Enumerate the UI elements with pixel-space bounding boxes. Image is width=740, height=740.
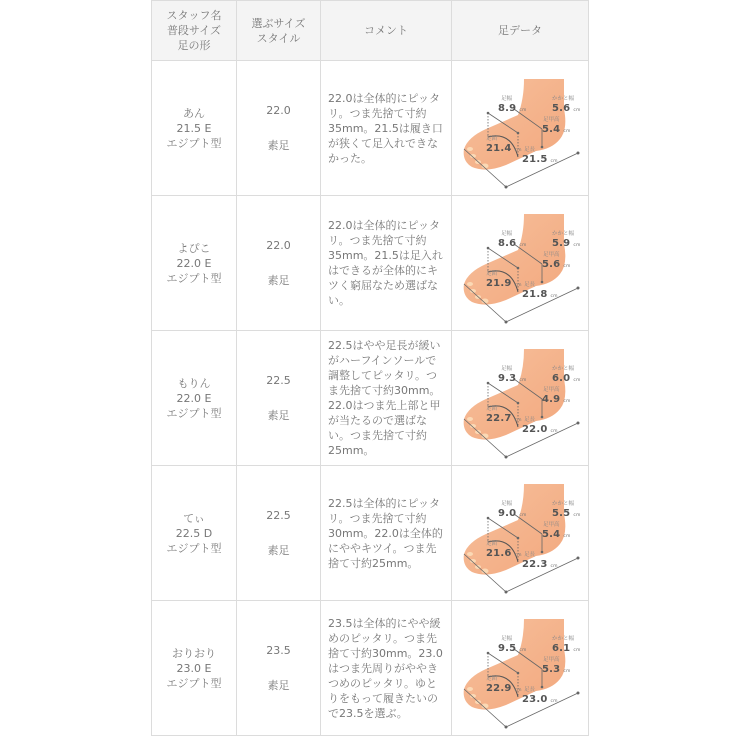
foot-width-label: 足幅 [501,231,513,237]
instep-value: 5.6 cm [542,259,571,270]
staff-name: よぴこ [177,241,211,255]
table-row [152,196,589,331]
comment-cell: 23.5は全体的にやや緩めのピッタリ。つま先捨て寸約30mm。23.0はつま先周りがややきつめのピッタリ。ゆとりをもって履きたいので23.5を選ぶ。 [321,601,452,736]
header-staff: スタッフ名 普段サイズ 足の形 [152,1,237,61]
foot-diagram [456,69,582,189]
foot-data-cell [452,601,589,736]
heel-width-label: かかと幅 [552,636,575,642]
foot-diagram [456,204,582,324]
chosen-size: 22.5 [266,374,291,387]
style: 素足 [267,409,290,422]
length-label: 足長 [524,417,536,423]
heel-width-label: かかと幅 [552,231,575,237]
heel-width-value: 6.1 cm [552,643,581,654]
staff-name: もりん [177,376,211,390]
size-cell [237,601,321,736]
heel-width-label: かかと幅 [552,96,575,102]
size-cell [237,196,321,331]
length-label: 足長 [524,552,536,558]
girth-value: 22.9 cm [486,683,522,694]
staff-size-table [151,0,589,736]
length-value: 22.0 cm [522,424,558,435]
usual-size: 22.0 E [176,256,212,270]
foot-width-label: 足幅 [501,636,513,642]
length-value: 21.5 cm [522,154,558,165]
staff-name: あん [183,106,205,120]
girth-label: 足囲 [486,271,498,277]
length-value: 21.8 cm [522,289,558,300]
style: 素足 [267,679,290,692]
instep-label: 足甲高 [543,387,560,393]
heel-width-label: かかと幅 [552,501,575,507]
chosen-size: 23.5 [266,644,291,657]
heel-width-value: 6.0 cm [552,373,581,384]
length-value: 23.0 cm [522,694,558,705]
heel-width-value: 5.6 cm [552,103,581,114]
table-row [152,61,589,196]
staff-name: てぃ [183,511,205,525]
size-cell [237,466,321,601]
style: 素足 [267,274,290,287]
girth-value: 21.4 cm [486,143,522,154]
girth-value: 21.9 cm [486,278,522,289]
style: 素足 [267,544,290,557]
instep-label: 足甲高 [543,252,560,258]
heel-width-value: 5.9 cm [552,238,581,249]
girth-label: 足囲 [486,676,498,682]
usual-size: 22.0 E [176,391,212,405]
foot-shape: エジプト型 [166,406,222,420]
instep-value: 5.3 cm [542,664,571,675]
size-cell [237,61,321,196]
heel-width-label: かかと幅 [552,366,575,372]
comment-cell: 22.5は全体的にピッタリ。つま先捨て寸約30mm。22.0は全体的にややキツイ。つま先捨て寸約25mm。 [321,466,452,601]
instep-value: 5.4 cm [542,529,571,540]
chosen-size: 22.0 [266,104,291,117]
chosen-size: 22.0 [266,239,291,252]
foot-diagram [456,339,582,459]
length-label: 足長 [524,282,536,288]
table-row [152,601,589,736]
table-row [152,466,589,601]
size-cell [237,331,321,466]
instep-label: 足甲高 [543,657,560,663]
usual-size: 21.5 E [176,121,212,135]
foot-data-cell [452,61,589,196]
instep-label: 足甲高 [543,522,560,528]
comment-cell: 22.0は全体的にピッタリ。つま先捨て寸約35mm。21.5は履き口が狭くて足入れできなかった。 [321,61,452,196]
foot-width-value: 9.3 cm [498,373,527,384]
foot-width-value: 8.6 cm [498,238,527,249]
length-value: 22.3 cm [522,559,558,570]
girth-value: 21.6 cm [486,548,522,559]
foot-data-cell [452,331,589,466]
girth-label: 足囲 [486,406,498,412]
foot-width-label: 足幅 [501,96,513,102]
table-header-row [152,1,589,61]
foot-shape: エジプト型 [166,271,222,285]
length-label: 足長 [524,687,536,693]
foot-shape: エジプト型 [166,136,222,150]
instep-value: 5.4 cm [542,124,571,135]
usual-size: 22.5 D [175,526,213,540]
staff-cell [152,196,237,331]
foot-shape: エジプト型 [166,676,222,690]
foot-width-value: 9.0 cm [498,508,527,519]
staff-cell [152,466,237,601]
foot-width-value: 9.5 cm [498,643,527,654]
foot-data-cell [452,196,589,331]
comment-cell: 22.0は全体的にピッタリ。つま先捨て寸約35mm。21.5は足入れはできるが全体的にキツく窮屈なため選ばない。 [321,196,452,331]
instep-value: 4.9 cm [542,394,571,405]
header-foot-data: 足データ [452,1,589,61]
foot-data-cell [452,466,589,601]
header-comment: コメント [321,1,452,61]
length-label: 足長 [524,147,536,153]
usual-size: 23.0 E [176,661,212,675]
girth-label: 足囲 [486,136,498,142]
chosen-size: 22.5 [266,509,291,522]
foot-diagram [456,474,582,594]
foot-shape: エジプト型 [166,541,222,555]
foot-width-label: 足幅 [501,366,513,372]
staff-cell [152,331,237,466]
style: 素足 [267,139,290,152]
staff-cell [152,601,237,736]
table-row [152,331,589,466]
comment-cell: 22.5はやや足長が緩いがハーフインソールで調整してピッタリ。つま先捨て寸約30mm。22.0はつま先上部と甲が当たるので選ばない。つま先捨て寸約25mm。 [321,331,452,466]
foot-diagram [456,609,582,729]
girth-value: 22.7 cm [486,413,522,424]
foot-width-label: 足幅 [501,501,513,507]
staff-cell [152,61,237,196]
foot-width-value: 8.9 cm [498,103,527,114]
heel-width-value: 5.5 cm [552,508,581,519]
staff-name: おりおり [172,646,216,660]
instep-label: 足甲高 [543,117,560,123]
girth-label: 足囲 [486,541,498,547]
header-size-style: 選ぶサイズ スタイル [237,1,321,61]
